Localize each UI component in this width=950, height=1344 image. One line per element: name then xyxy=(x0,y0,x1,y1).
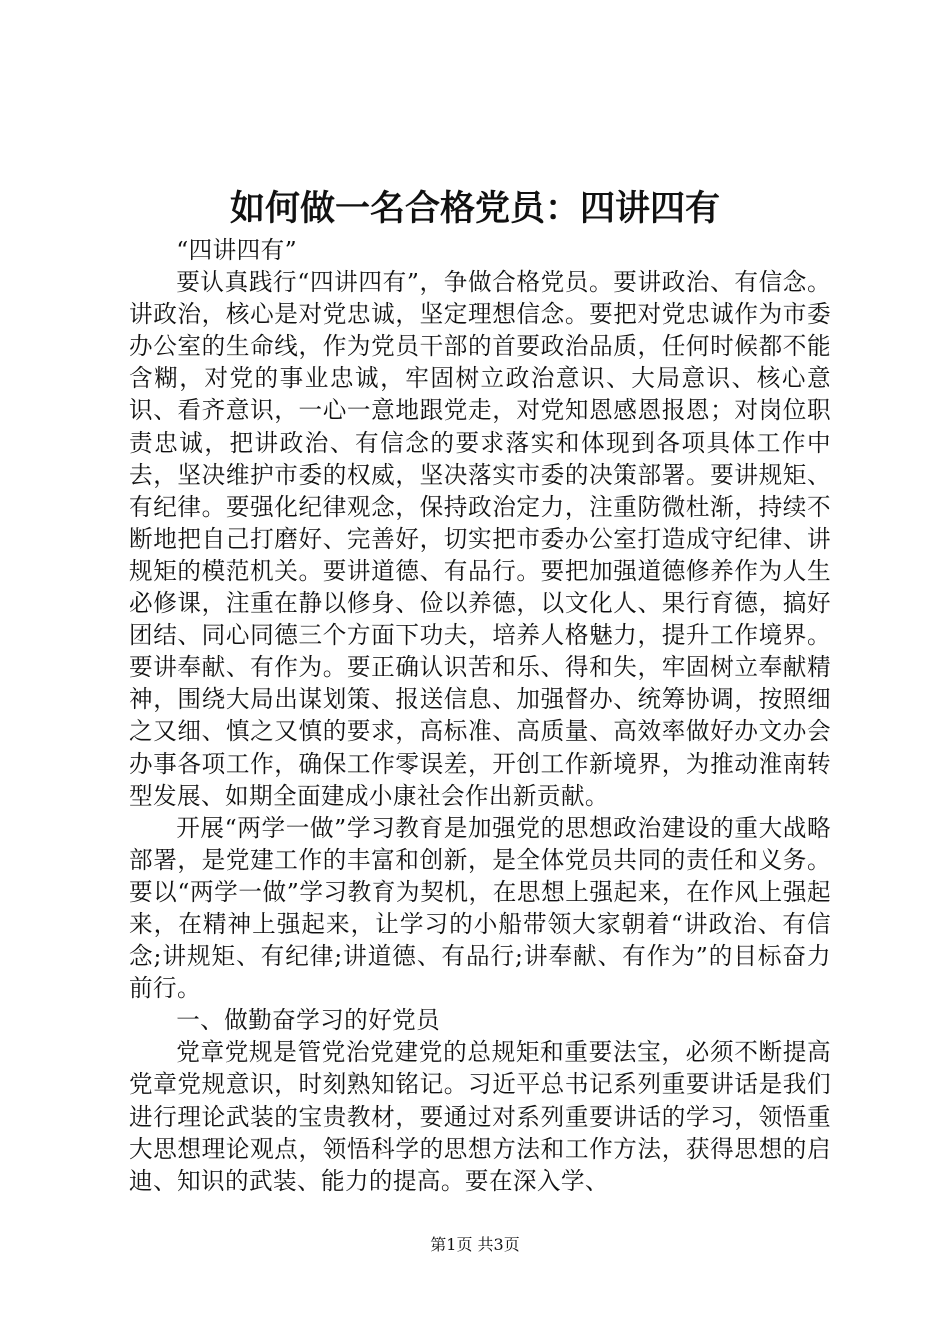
paragraph-liangxueyizuo: 开展“两学一做”学习教育是加强党的思想政治建设的重大战略部署，是党建工作的丰富和创新，是全体党员共同的责任和义务。要以“两学一做”学习教育为契机，在思想上强起来，在作风上强起来，在精神上强起来，让学习的小船带领大家朝着“讲政治、有信念;讲规矩、有纪律;讲道德、有品行;讲奉献、有作为”的目标奋力前行。 xyxy=(129,813,831,1003)
paragraph-heading-sijiangsiyou: “四讲四有” xyxy=(176,236,298,264)
paragraph-dangzhang: 党章党规是管党治党建党的总规矩和重要法宝，必须不断提高党章党规意识，时刻熟知铭记。习近平总书记系列重要讲话是我们进行理论武装的宝贵教材，要通过对系列重要讲话的学习，领悟重大思想理论观点，领悟科学的思想方法和工作方法，获得思想的启迪、知识的武装、能力的提高。要在深入学、 xyxy=(129,1038,831,1195)
paragraph-sijiangsiyou: 要认真践行“四讲四有”，争做合格党员。要讲政治、有信念。讲政治，核心是对党忠诚，坚定理想信念。要把对党忠诚作为市委办公室的生命线，作为党员干部的首要政治品质，任何时候都不能含糊，对党的事业忠诚，牢固树立政治意识、大局意识、核心意识、看齐意识，一心一意地跟党走，对党知恩感恩报恩；对岗位职责忠诚，把讲政治、有信念的要求落实和体现到各项具体工作中去，坚决维护市委的权威，坚决落实市委的决策部署。要讲规矩、有纪律。要强化纪律观念，保持政治定力，注重防微杜渐，持续不断地把自己打磨好、完善好，切实把市委办公室打造成守纪律、讲规矩的模范机关。要讲道德、有品行。要把加强道德修养作为人生必修课，注重在静以修身、俭以养德，以文化人、果行育德，搞好团结、同心同德三个方面下功夫，培养人格魅力，提升工作境界。要讲奉献、有作为。要正确认识苦和乐、得和失，牢固树立奉献精神，围绕大局出谋划策、报送信息、加强督办、统筹协调，按照细之又细、慎之又慎的要求，高标准、高质量、高效率做好办文办会办事各项工作，确保工作零误差，开创工作新境界，为推动淮南转型发展、如期全面建成小康社会作出新贡献。 xyxy=(129,268,831,810)
document-body xyxy=(129,234,831,1197)
page-footer: 第1页 共3页 xyxy=(430,1235,520,1254)
section-heading-1: 一、做勤奋学习的好党员 xyxy=(176,1006,441,1035)
document-title: 如何做一名合格党员：四讲四有 xyxy=(229,188,720,229)
